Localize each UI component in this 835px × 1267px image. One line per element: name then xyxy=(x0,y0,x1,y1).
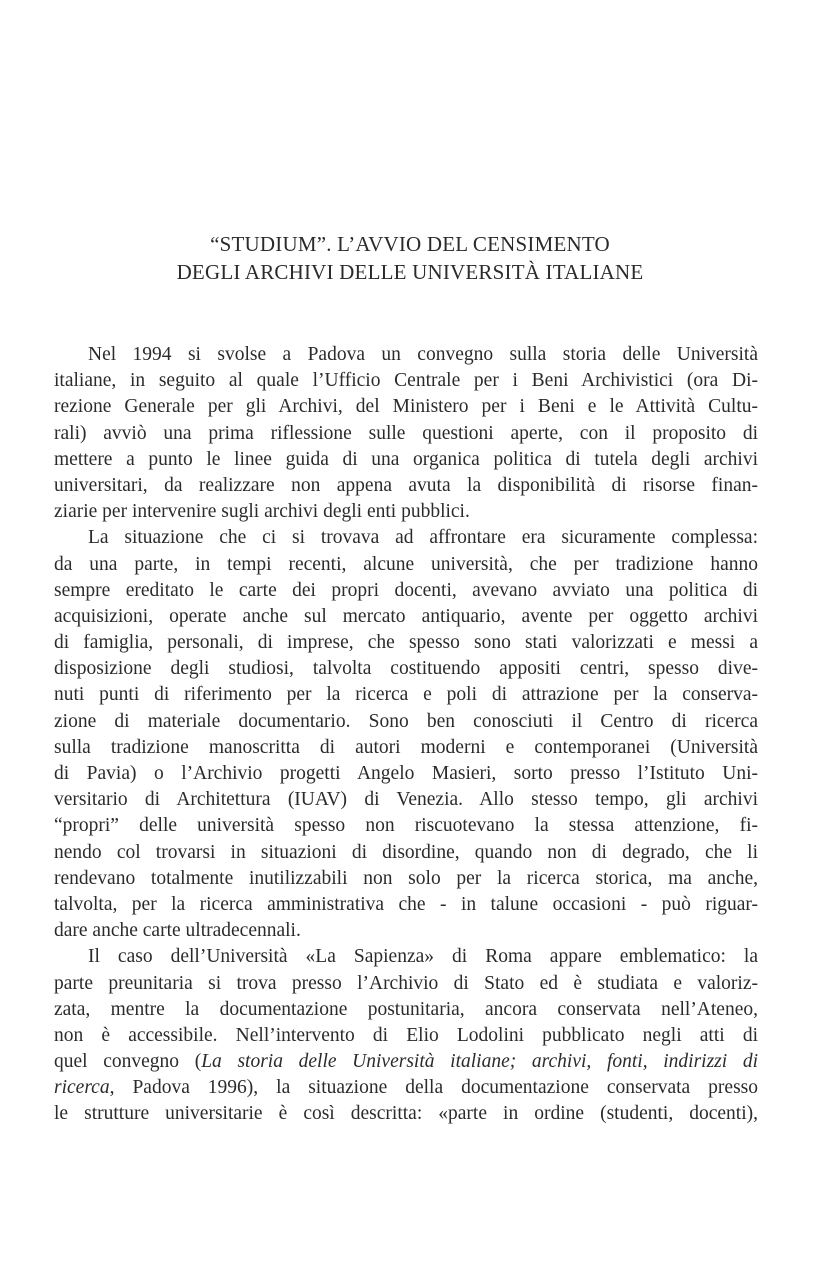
citation-title: La storia delle Università italiane; archivi, fonti, indirizzi di xyxy=(201,1051,758,1073)
text-line: La situazione che ci si trovava ad affrontare era sicuramente complessa: xyxy=(88,527,758,549)
text-line: italiane, in seguito al quale l’Ufficio Centrale per i Beni Archivistici (ora Di- xyxy=(54,370,758,392)
text-line: zata, mentre la documentazione postunitaria, ancora conservata nell’Ateneo, xyxy=(54,998,758,1020)
text-line: talvolta, per la ricerca amministrativa che - in talune occasioni - può riguar- xyxy=(54,893,758,915)
text-line: di Pavia) o l’Archivio progetti Angelo Masieri, sorto presso l’Istituto Uni- xyxy=(54,763,758,784)
text-line-with-citation xyxy=(54,1075,758,1101)
text-line: dare anche carte ultradecennali. xyxy=(54,920,301,942)
text-line: zione di materiale documentario. Sono ben conosciuti il Centro di ricerca xyxy=(54,710,758,732)
text-line: versitario di Architettura (IUAV) di Venezia. Allo stesso tempo, gli archivi xyxy=(54,789,758,811)
text-line: rezione Generale per gli Archivi, del Ministero per i Beni e le Attività Cultu- xyxy=(54,396,758,418)
text-line: rendevano totalmente inutilizzabili non solo per la ricerca storica, ma anche, xyxy=(54,867,758,889)
text-line: nuti punti di riferimento per la ricerca e poli di attrazione per la conserva- xyxy=(54,684,758,706)
text-line: Il caso dell’Università «La Sapienza» di Roma appare emblematico: la xyxy=(88,946,758,968)
text-line: di famiglia, personali, di imprese, che spesso sono stati valorizzati e messi a xyxy=(54,632,758,654)
text-line: sulla tradizione manoscritta di autori moderni e contemporanei (Università xyxy=(54,736,758,758)
text-line: nendo col trovarsi in situazioni di disordine, quando non di degrado, che li xyxy=(54,841,758,863)
text-line: acquisizioni, operate anche sul mercato antiquario, avente per oggetto archivi xyxy=(54,605,758,627)
text-line: le strutture universitarie è così descritta: «parte in ordine (studenti, docenti), xyxy=(54,1103,758,1125)
text-line: ziarie per intervenire sugli archivi degli enti pubblici. xyxy=(54,501,470,523)
text-line: “propri” delle università spesso non riscuotevano la stessa attenzione, fi- xyxy=(54,815,758,837)
text-line: non è accessibile. Nell’intervento di Elio Lodolini pubblicato negli atti di xyxy=(54,1024,758,1046)
text-line-with-citation xyxy=(54,1049,758,1075)
text-fragment: quel convegno ( xyxy=(54,1051,202,1073)
text-line: mettere a punto le linee guida di una organica politica di tutela degli archivi xyxy=(54,448,758,470)
text-fragment: , Padova 1996), la situazione della documentazione conservata presso xyxy=(109,1077,758,1099)
citation-title: ricerca xyxy=(54,1077,110,1099)
text-line: Nel 1994 si svolse a Padova un convegno sulla storia delle Università xyxy=(88,344,758,365)
text-line: sempre ereditato le carte dei propri docenti, avevano avviato una politica di xyxy=(54,579,758,601)
title-line-1: “STUDIUM”. L’AVVIO DEL CENSIMENTO xyxy=(210,232,610,256)
text-line: disposizione degli studiosi, talvolta costituendo appositi centri, spesso dive- xyxy=(54,658,758,680)
text-line: parte preunitaria si trova presso l’Archivio di Stato ed è studiata e valoriz- xyxy=(54,972,758,994)
text-line: da una parte, in tempi recenti, alcune università, che per tradizione hanno xyxy=(54,553,758,575)
title-line-2: DEGLI ARCHIVI DELLE UNIVERSITÀ ITALIANE xyxy=(176,260,644,284)
text-line: universitari, da realizzare non appena avuta la disponibilità di risorse finan- xyxy=(54,474,758,496)
body-text xyxy=(54,342,758,1128)
page-title xyxy=(60,230,760,286)
text-line: rali) avviò una prima riflessione sulle questioni aperte, con il proposito di xyxy=(54,422,758,444)
